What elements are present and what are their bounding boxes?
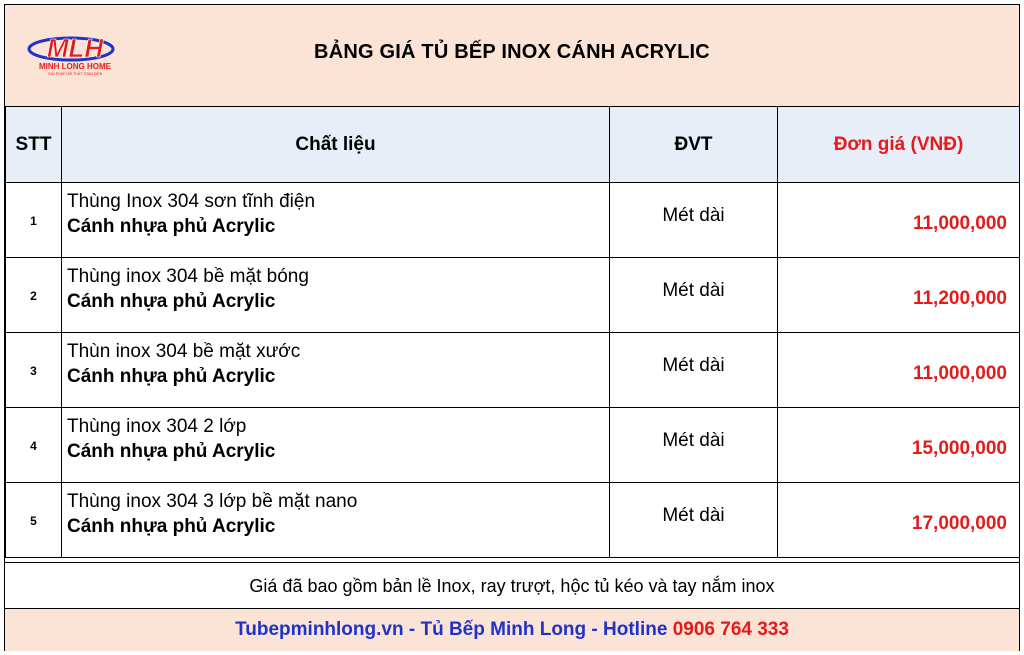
header-stt: STT bbox=[6, 107, 62, 183]
material-line1: Thùng inox 304 bề mặt bóng bbox=[67, 266, 309, 287]
material-line2: Cánh nhựa phủ Acrylic bbox=[67, 291, 276, 312]
row-unit: Mét dài bbox=[610, 333, 778, 408]
table-header-row bbox=[6, 107, 1020, 183]
row-stt: 4 bbox=[6, 408, 62, 483]
row-unit: Mét dài bbox=[610, 258, 778, 333]
material-line2: Cánh nhựa phủ Acrylic bbox=[67, 216, 276, 237]
price-sheet bbox=[4, 4, 1020, 651]
table-row bbox=[6, 258, 1020, 333]
row-stt: 2 bbox=[6, 258, 62, 333]
sheet-header bbox=[5, 5, 1019, 107]
price-table bbox=[5, 106, 1020, 558]
table-row bbox=[6, 183, 1020, 258]
row-unit: Mét dài bbox=[610, 408, 778, 483]
row-stt: 1 bbox=[6, 183, 62, 258]
row-unit: Mét dài bbox=[610, 483, 778, 558]
header-unit: ĐVT bbox=[610, 107, 778, 183]
table-row bbox=[6, 483, 1020, 558]
logo-tagline: GIẢI PHÁP NỘI THẤT TOÀN DIỆN bbox=[47, 72, 103, 76]
row-material bbox=[62, 408, 610, 483]
material-line1: Thùng Inox 304 sơn tĩnh điện bbox=[67, 191, 316, 212]
price-note: Giá đã bao gồm bản lề Inox, ray trượt, hộc tủ kéo và tay nắm inox bbox=[5, 562, 1019, 609]
row-price: 17,000,000 bbox=[778, 483, 1020, 558]
hotline-number[interactable]: 0906 764 333 bbox=[672, 619, 789, 640]
table-row bbox=[6, 333, 1020, 408]
row-unit: Mét dài bbox=[610, 183, 778, 258]
row-material bbox=[62, 483, 610, 558]
row-price: 15,000,000 bbox=[778, 408, 1020, 483]
footer-bar bbox=[5, 608, 1019, 651]
logo-brand-text: MINH LONG HOME bbox=[39, 62, 111, 71]
material-line1: Thùng inox 304 2 lớp bbox=[67, 416, 247, 437]
row-price: 11,200,000 bbox=[778, 258, 1020, 333]
material-line2: Cánh nhựa phủ Acrylic bbox=[67, 366, 276, 387]
row-material bbox=[62, 258, 610, 333]
material-line2: Cánh nhựa phủ Acrylic bbox=[67, 516, 276, 537]
row-material bbox=[62, 183, 610, 258]
row-material bbox=[62, 333, 610, 408]
footer-text[interactable]: Tubepminhlong.vn - Tủ Bếp Minh Long - Hotline bbox=[235, 619, 668, 640]
logo-mark: MLH bbox=[46, 33, 104, 63]
row-stt: 3 bbox=[6, 333, 62, 408]
sheet-title: BẢNG GIÁ TỦ BẾP INOX CÁNH ACRYLIC bbox=[314, 41, 710, 63]
header-price: Đơn giá (VNĐ) bbox=[778, 107, 1020, 183]
header-material: Chất liệu bbox=[62, 107, 610, 183]
table-row bbox=[6, 408, 1020, 483]
row-stt: 5 bbox=[6, 483, 62, 558]
material-line1: Thùn inox 304 bề mặt xước bbox=[67, 341, 301, 362]
row-price: 11,000,000 bbox=[778, 333, 1020, 408]
material-line2: Cánh nhựa phủ Acrylic bbox=[67, 441, 276, 462]
material-line1: Thùng inox 304 3 lớp bề mặt nano bbox=[67, 491, 358, 512]
row-price: 11,000,000 bbox=[778, 183, 1020, 258]
